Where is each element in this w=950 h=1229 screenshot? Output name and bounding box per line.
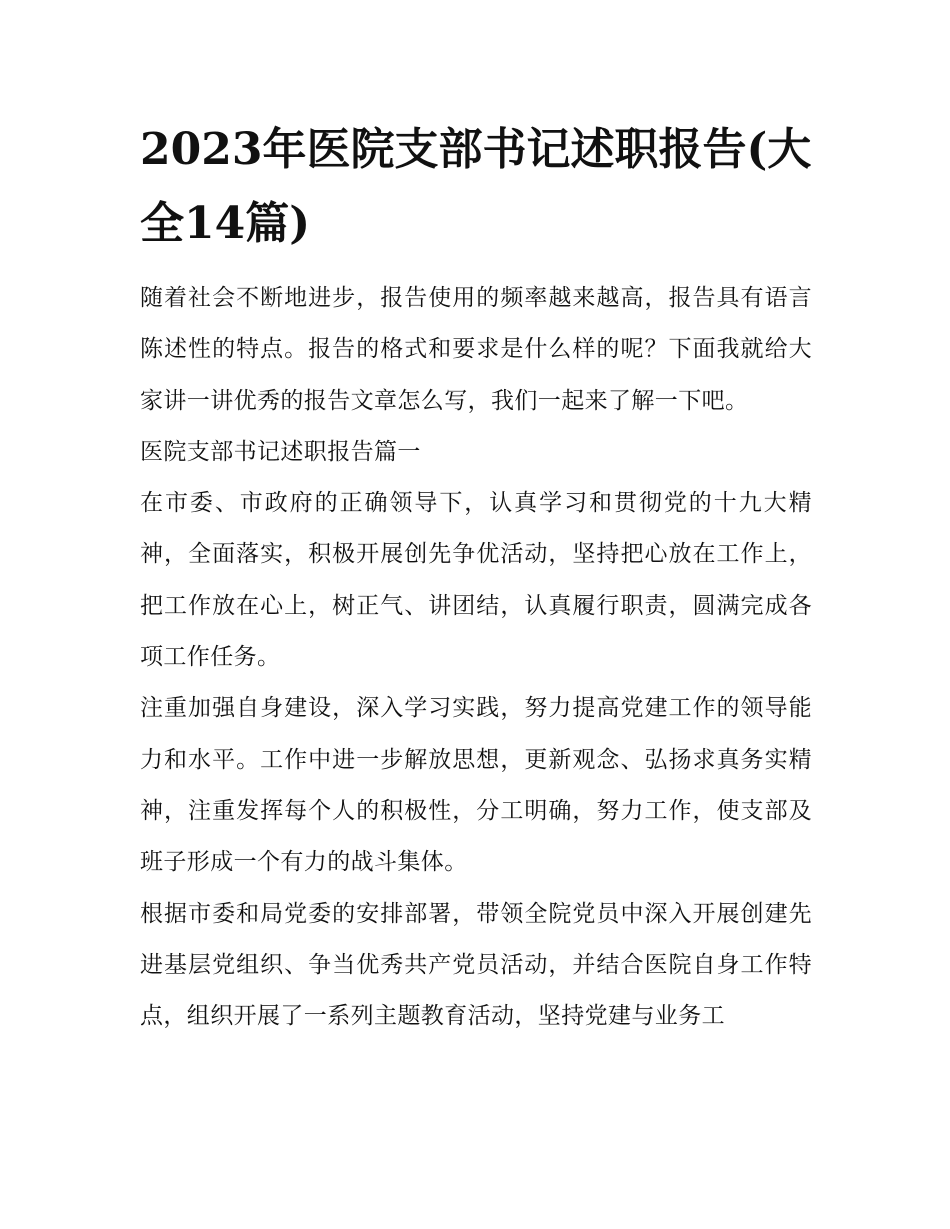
intro-paragraph: 随着社会不断地进步，报告使用的频率越来越高，报告具有语言陈述性的特点。报告的格式和要求是什么样的呢？下面我就给大家讲一讲优秀的报告文章怎么写，我们一起来了解一下吧。	[140, 285, 812, 414]
body-paragraph: 在市委、市政府的正确领导下，认真学习和贯彻党的十九大精神，全面落实，积极开展创先争优活动，坚持把心放在工作上，把工作放在心上，树正气、讲团结，认真履行职责，圆满完成各项工作任务。	[140, 490, 812, 671]
document-body	[140, 273, 812, 1042]
section-heading: 医院支部书记述职报告篇一	[140, 438, 421, 465]
body-paragraph: 根据市委和局党委的安排部署，带领全院党员中深入开展创建先进基层党组织、争当优秀共产党员活动，并结合医院自身工作特点，组织开展了一系列主题教育活动，坚持党建与业务工	[140, 900, 812, 1030]
document-title: 2023年医院支部书记述职报告(大全14篇)	[140, 124, 812, 249]
body-paragraph: 注重加强自身建设，深入学习实践，努力提高党建工作的领导能力和水平。工作中进一步解放思想，更新观念、弘扬求真务实精神，注重发挥每个人的积极性，分工明确，努力工作，使支部及班子形成一个有力的战斗集体。	[140, 695, 812, 876]
